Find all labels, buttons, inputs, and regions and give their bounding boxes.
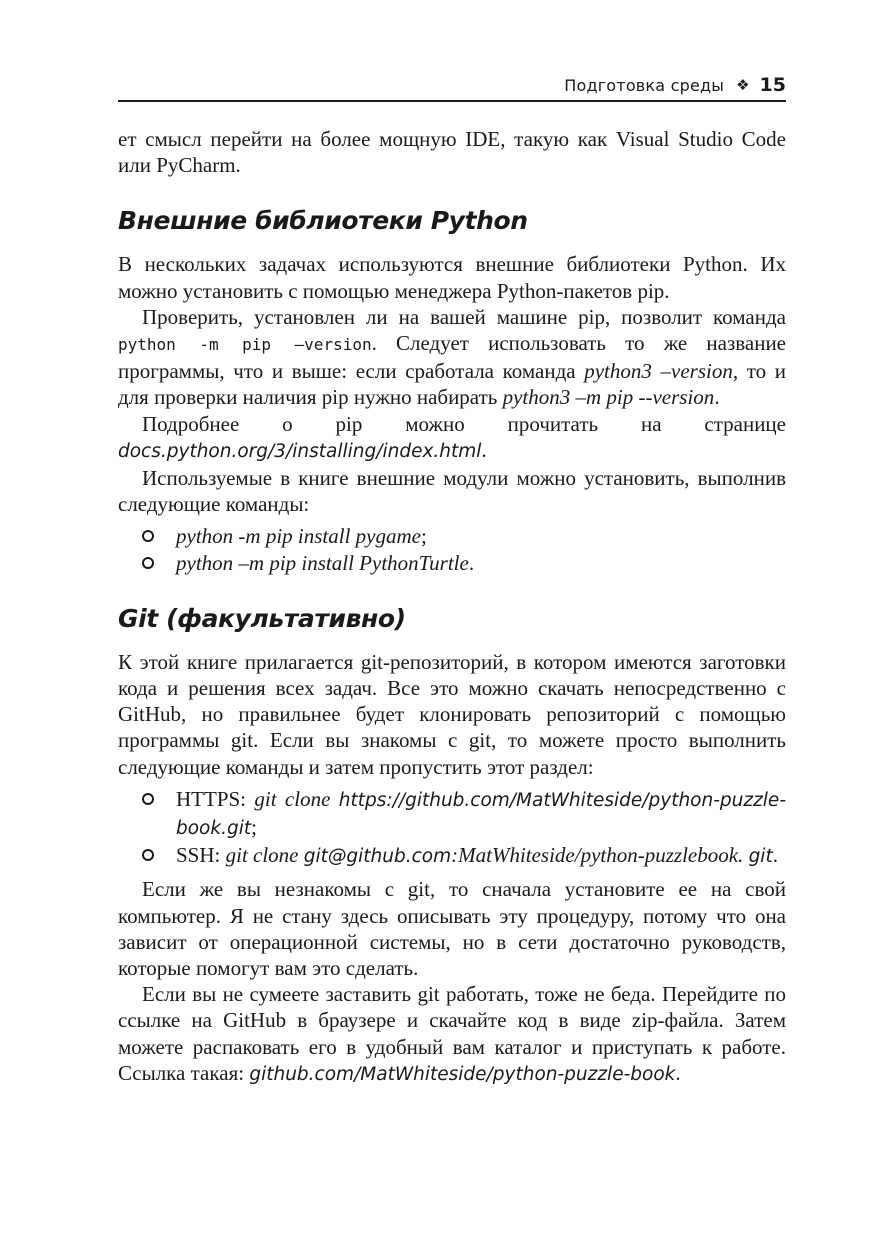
libs-paragraph-1: В нескольких задачах используются внешние библиотеки Python. Их можно установить с помощью менеджера Python-пакетов pip. bbox=[118, 252, 786, 303]
libs-paragraph-3 bbox=[118, 411, 786, 465]
git-command: git clone bbox=[254, 786, 339, 811]
bullet-circle-icon bbox=[142, 849, 154, 861]
ornament-icon: ❖ bbox=[736, 76, 750, 94]
punctuation: ; bbox=[420, 524, 427, 549]
book-page bbox=[118, 70, 786, 1088]
git-paragraph-3 bbox=[118, 981, 786, 1088]
text-run: . bbox=[675, 1060, 681, 1085]
inline-code: python -m pip –version bbox=[118, 335, 372, 355]
https-url[interactable]: https://github.com/MatWhiteside/python-puzzle-book.git bbox=[176, 789, 786, 840]
github-link[interactable]: github.com/MatWhiteside/python-puzzle-book bbox=[249, 1063, 676, 1085]
punctuation: . bbox=[772, 843, 778, 868]
list-item bbox=[118, 550, 786, 576]
git-paragraph-1: К этой книге прилагается git-репозиторий, в котором имеются заготовки кода и решения всех задач. Все это можно скачать непосредственно с GitHub, но правильнее будет клонировать репозиторий с помощью программы git. Если вы знакомы с git, то можете просто выполнить следующие команды и затем пропустить этот раздел: bbox=[118, 649, 786, 779]
text-run: . bbox=[714, 385, 720, 410]
ssh-host: git@github.com bbox=[303, 846, 452, 868]
page-body bbox=[118, 126, 786, 1088]
text-run: Проверить, установлен ли на вашей машине pip, позволит команда bbox=[142, 304, 786, 329]
page-number: 15 bbox=[759, 74, 786, 96]
inline-command: python3 –m pip --version bbox=[502, 385, 715, 410]
git-paragraph-2: Если же вы незнакомы с git, то сначала установите ее на свой компьютер. Я не стану здесь описывать эту процедуру, потому что она зависит от операционной системы, но в сети достаточно руководств, которые помогут вам это сделать. bbox=[118, 877, 786, 981]
intro-continuation: ет смысл перейти на более мощную IDE, такую как Visual Studio Code или PyCharm. bbox=[118, 127, 786, 178]
bullet-circle-icon bbox=[142, 793, 154, 805]
heading-git: Git (факультативно) bbox=[118, 603, 406, 633]
inline-command: python3 –version bbox=[584, 359, 733, 384]
text-run: Подробнее о pip можно прочитать на странице bbox=[142, 411, 786, 436]
list-item-https bbox=[118, 786, 786, 842]
docs-link[interactable]: docs.python.org/3/installing/index.html bbox=[118, 440, 482, 462]
list-item-ssh bbox=[118, 842, 786, 870]
ssh-extension: git bbox=[748, 846, 773, 868]
text-run: Если вы не сумеете заставить git работать, тоже не беда. Перейдите по ссылке на GitHub в браузере и скачайте код в виде zip-файла. Затем можете распаковать его в удобный вам каталог и приступать к работе. Ссылка такая: bbox=[118, 982, 786, 1085]
install-command: python -m pip install pygame bbox=[176, 524, 421, 549]
punctuation: ; bbox=[251, 815, 257, 840]
punctuation: . bbox=[468, 550, 475, 575]
git-command: git clone bbox=[225, 843, 304, 868]
text-run: . Следует использовать то же название программы, что и выше: если сработала команда bbox=[118, 331, 787, 384]
bullet-circle-icon bbox=[142, 530, 154, 542]
libs-paragraph-2 bbox=[118, 304, 786, 411]
text-run: , то и для проверки наличия pip нужно набирать bbox=[118, 359, 787, 410]
ssh-path: :MatWhiteside/python-puzzlebook. bbox=[451, 843, 744, 868]
list-item bbox=[118, 523, 786, 549]
git-commands-list bbox=[118, 786, 786, 871]
protocol-label: SSH: bbox=[176, 843, 226, 868]
text-run: . bbox=[481, 437, 487, 462]
install-command: python –m pip install PythonTurtle bbox=[176, 550, 469, 575]
protocol-label: HTTPS: bbox=[176, 786, 255, 811]
running-header bbox=[118, 70, 786, 102]
heading-external-libraries: Внешние библиотеки Python bbox=[118, 206, 528, 236]
bullet-circle-icon bbox=[142, 557, 154, 569]
running-header-title: Подготовка среды bbox=[564, 75, 725, 95]
libs-paragraph-4: Используемые в книге внешние модули можно установить, выполнив следующие команды: bbox=[118, 466, 786, 517]
install-commands-list bbox=[118, 523, 786, 575]
